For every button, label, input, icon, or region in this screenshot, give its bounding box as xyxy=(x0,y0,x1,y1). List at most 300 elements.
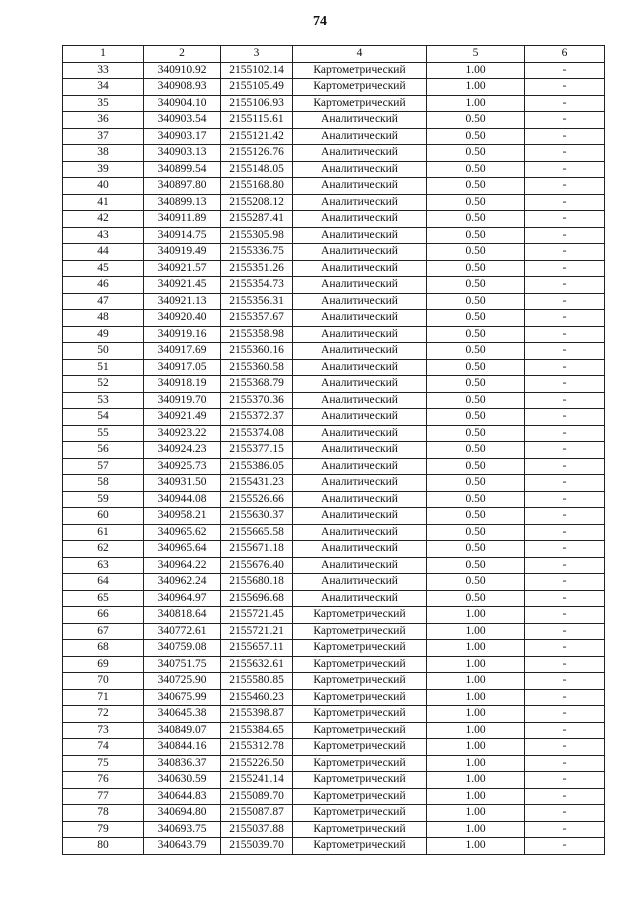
table-row xyxy=(63,128,605,145)
table-row xyxy=(63,739,605,756)
cell-note: - xyxy=(525,607,605,624)
cell-point-number: 65 xyxy=(63,590,144,607)
cell-point-number: 77 xyxy=(63,788,144,805)
cell-point-number: 33 xyxy=(63,62,144,79)
cell-x: 340914.75 xyxy=(144,227,221,244)
cell-method: Картометрический xyxy=(293,755,427,772)
cell-point-number: 52 xyxy=(63,376,144,393)
cell-point-number: 54 xyxy=(63,409,144,426)
cell-accuracy: 0.50 xyxy=(427,491,525,508)
table-row xyxy=(63,425,605,442)
cell-accuracy: 1.00 xyxy=(427,739,525,756)
cell-method: Аналитический xyxy=(293,425,427,442)
table-row xyxy=(63,458,605,475)
cell-accuracy: 0.50 xyxy=(427,508,525,525)
table-row xyxy=(63,788,605,805)
cell-x: 340751.75 xyxy=(144,656,221,673)
cell-x: 340643.79 xyxy=(144,838,221,855)
table-row xyxy=(63,194,605,211)
cell-method: Аналитический xyxy=(293,310,427,327)
cell-point-number: 55 xyxy=(63,425,144,442)
cell-x: 340693.75 xyxy=(144,821,221,838)
cell-y: 2155356.31 xyxy=(221,293,293,310)
cell-method: Аналитический xyxy=(293,178,427,195)
cell-note: - xyxy=(525,244,605,261)
table-row xyxy=(63,161,605,178)
cell-point-number: 51 xyxy=(63,359,144,376)
table-row xyxy=(63,673,605,690)
table-row xyxy=(63,343,605,360)
cell-note: - xyxy=(525,376,605,393)
cell-accuracy: 1.00 xyxy=(427,623,525,640)
cell-y: 2155037.88 xyxy=(221,821,293,838)
cell-point-number: 35 xyxy=(63,95,144,112)
table-row xyxy=(63,805,605,822)
cell-accuracy: 0.50 xyxy=(427,541,525,558)
cell-accuracy: 0.50 xyxy=(427,343,525,360)
cell-accuracy: 1.00 xyxy=(427,689,525,706)
cell-y: 2155386.05 xyxy=(221,458,293,475)
table-row xyxy=(63,227,605,244)
cell-x: 340965.62 xyxy=(144,524,221,541)
cell-method: Аналитический xyxy=(293,161,427,178)
cell-note: - xyxy=(525,128,605,145)
cell-y: 2155168.80 xyxy=(221,178,293,195)
cell-x: 340923.22 xyxy=(144,425,221,442)
table-row xyxy=(63,376,605,393)
cell-x: 340964.22 xyxy=(144,557,221,574)
cell-y: 2155384.65 xyxy=(221,722,293,739)
table-row xyxy=(63,541,605,558)
cell-y: 2155377.15 xyxy=(221,442,293,459)
cell-y: 2155676.40 xyxy=(221,557,293,574)
cell-note: - xyxy=(525,491,605,508)
cell-method: Аналитический xyxy=(293,359,427,376)
cell-y: 2155372.37 xyxy=(221,409,293,426)
cell-accuracy: 0.50 xyxy=(427,442,525,459)
table-row xyxy=(63,557,605,574)
cell-x: 340911.89 xyxy=(144,211,221,228)
cell-method: Картометрический xyxy=(293,739,427,756)
cell-y: 2155357.67 xyxy=(221,310,293,327)
cell-accuracy: 0.50 xyxy=(427,392,525,409)
table-row xyxy=(63,623,605,640)
cell-accuracy: 0.50 xyxy=(427,310,525,327)
cell-x: 340958.21 xyxy=(144,508,221,525)
cell-accuracy: 0.50 xyxy=(427,425,525,442)
cell-x: 340944.08 xyxy=(144,491,221,508)
cell-accuracy: 0.50 xyxy=(427,244,525,261)
cell-x: 340904.10 xyxy=(144,95,221,112)
column-header-accuracy: 5 xyxy=(427,46,525,63)
table-row xyxy=(63,392,605,409)
cell-point-number: 44 xyxy=(63,244,144,261)
cell-x: 340919.70 xyxy=(144,392,221,409)
cell-method: Аналитический xyxy=(293,343,427,360)
cell-accuracy: 0.50 xyxy=(427,277,525,294)
cell-method: Картометрический xyxy=(293,772,427,789)
cell-method: Аналитический xyxy=(293,491,427,508)
table-row xyxy=(63,755,605,772)
column-header-note: 6 xyxy=(525,46,605,63)
cell-point-number: 61 xyxy=(63,524,144,541)
cell-method: Аналитический xyxy=(293,128,427,145)
table-row xyxy=(63,310,605,327)
cell-y: 2155126.76 xyxy=(221,145,293,162)
cell-accuracy: 0.50 xyxy=(427,574,525,591)
cell-x: 340899.54 xyxy=(144,161,221,178)
cell-y: 2155368.79 xyxy=(221,376,293,393)
cell-method: Аналитический xyxy=(293,244,427,261)
cell-note: - xyxy=(525,326,605,343)
cell-y: 2155680.18 xyxy=(221,574,293,591)
cell-note: - xyxy=(525,739,605,756)
table-row xyxy=(63,442,605,459)
cell-note: - xyxy=(525,62,605,79)
cell-x: 340772.61 xyxy=(144,623,221,640)
cell-accuracy: 1.00 xyxy=(427,640,525,657)
cell-y: 2155241.14 xyxy=(221,772,293,789)
cell-y: 2155287.41 xyxy=(221,211,293,228)
cell-accuracy: 1.00 xyxy=(427,656,525,673)
cell-x: 340921.57 xyxy=(144,260,221,277)
cell-accuracy: 1.00 xyxy=(427,821,525,838)
cell-point-number: 47 xyxy=(63,293,144,310)
cell-note: - xyxy=(525,772,605,789)
table-row xyxy=(63,590,605,607)
cell-y: 2155358.98 xyxy=(221,326,293,343)
table-row xyxy=(63,145,605,162)
cell-point-number: 42 xyxy=(63,211,144,228)
cell-note: - xyxy=(525,161,605,178)
cell-point-number: 63 xyxy=(63,557,144,574)
cell-method: Аналитический xyxy=(293,376,427,393)
cell-note: - xyxy=(525,722,605,739)
cell-method: Картометрический xyxy=(293,607,427,624)
cell-x: 340917.05 xyxy=(144,359,221,376)
cell-note: - xyxy=(525,79,605,96)
cell-point-number: 69 xyxy=(63,656,144,673)
cell-note: - xyxy=(525,755,605,772)
cell-point-number: 38 xyxy=(63,145,144,162)
cell-accuracy: 0.50 xyxy=(427,326,525,343)
cell-note: - xyxy=(525,359,605,376)
cell-x: 340897.80 xyxy=(144,178,221,195)
table-row xyxy=(63,244,605,261)
table-row xyxy=(63,260,605,277)
cell-y: 2155226.50 xyxy=(221,755,293,772)
table-row xyxy=(63,722,605,739)
cell-note: - xyxy=(525,392,605,409)
cell-x: 340844.16 xyxy=(144,739,221,756)
cell-accuracy: 1.00 xyxy=(427,838,525,855)
cell-accuracy: 0.50 xyxy=(427,112,525,129)
cell-point-number: 79 xyxy=(63,821,144,838)
cell-point-number: 70 xyxy=(63,673,144,690)
cell-accuracy: 0.50 xyxy=(427,458,525,475)
cell-y: 2155351.26 xyxy=(221,260,293,277)
cell-y: 2155526.66 xyxy=(221,491,293,508)
cell-point-number: 71 xyxy=(63,689,144,706)
table-row xyxy=(63,574,605,591)
cell-note: - xyxy=(525,805,605,822)
cell-note: - xyxy=(525,821,605,838)
cell-point-number: 76 xyxy=(63,772,144,789)
cell-note: - xyxy=(525,227,605,244)
cell-accuracy: 1.00 xyxy=(427,706,525,723)
column-header-method: 4 xyxy=(293,46,427,63)
cell-accuracy: 0.50 xyxy=(427,128,525,145)
cell-point-number: 45 xyxy=(63,260,144,277)
cell-x: 340818.64 xyxy=(144,607,221,624)
cell-accuracy: 0.50 xyxy=(427,161,525,178)
cell-y: 2155721.45 xyxy=(221,607,293,624)
cell-method: Аналитический xyxy=(293,590,427,607)
cell-y: 2155121.42 xyxy=(221,128,293,145)
cell-accuracy: 0.50 xyxy=(427,194,525,211)
cell-method: Аналитический xyxy=(293,524,427,541)
cell-y: 2155398.87 xyxy=(221,706,293,723)
cell-x: 340759.08 xyxy=(144,640,221,657)
cell-accuracy: 1.00 xyxy=(427,772,525,789)
cell-note: - xyxy=(525,425,605,442)
cell-y: 2155102.14 xyxy=(221,62,293,79)
cell-x: 340921.49 xyxy=(144,409,221,426)
cell-note: - xyxy=(525,656,605,673)
table-row xyxy=(63,211,605,228)
cell-note: - xyxy=(525,508,605,525)
cell-point-number: 74 xyxy=(63,739,144,756)
cell-method: Аналитический xyxy=(293,326,427,343)
table-row xyxy=(63,475,605,492)
cell-note: - xyxy=(525,458,605,475)
cell-note: - xyxy=(525,524,605,541)
cell-y: 2155671.18 xyxy=(221,541,293,558)
cell-note: - xyxy=(525,557,605,574)
cell-y: 2155657.11 xyxy=(221,640,293,657)
cell-method: Картометрический xyxy=(293,788,427,805)
cell-point-number: 36 xyxy=(63,112,144,129)
cell-accuracy: 0.50 xyxy=(427,211,525,228)
cell-note: - xyxy=(525,95,605,112)
cell-x: 340918.19 xyxy=(144,376,221,393)
cell-x: 340725.90 xyxy=(144,673,221,690)
cell-accuracy: 0.50 xyxy=(427,409,525,426)
cell-point-number: 48 xyxy=(63,310,144,327)
cell-y: 2155630.37 xyxy=(221,508,293,525)
cell-method: Аналитический xyxy=(293,409,427,426)
cell-y: 2155580.85 xyxy=(221,673,293,690)
cell-point-number: 62 xyxy=(63,541,144,558)
cell-y: 2155105.49 xyxy=(221,79,293,96)
cell-note: - xyxy=(525,277,605,294)
cell-accuracy: 1.00 xyxy=(427,607,525,624)
cell-x: 340919.16 xyxy=(144,326,221,343)
cell-accuracy: 1.00 xyxy=(427,62,525,79)
cell-accuracy: 1.00 xyxy=(427,755,525,772)
table-row xyxy=(63,706,605,723)
cell-y: 2155721.21 xyxy=(221,623,293,640)
page-number: 74 xyxy=(313,14,327,29)
cell-method: Аналитический xyxy=(293,574,427,591)
cell-accuracy: 0.50 xyxy=(427,557,525,574)
table-row xyxy=(63,112,605,129)
column-header-point-number: 1 xyxy=(63,46,144,63)
table-row xyxy=(63,656,605,673)
cell-y: 2155360.16 xyxy=(221,343,293,360)
table-body xyxy=(63,62,605,854)
cell-point-number: 39 xyxy=(63,161,144,178)
cell-note: - xyxy=(525,442,605,459)
cell-note: - xyxy=(525,409,605,426)
cell-y: 2155632.61 xyxy=(221,656,293,673)
cell-point-number: 56 xyxy=(63,442,144,459)
cell-note: - xyxy=(525,293,605,310)
cell-note: - xyxy=(525,343,605,360)
cell-point-number: 49 xyxy=(63,326,144,343)
cell-method: Картометрический xyxy=(293,838,427,855)
cell-point-number: 40 xyxy=(63,178,144,195)
cell-x: 340919.49 xyxy=(144,244,221,261)
cell-note: - xyxy=(525,211,605,228)
table-row xyxy=(63,640,605,657)
cell-x: 340645.38 xyxy=(144,706,221,723)
cell-method: Картометрический xyxy=(293,821,427,838)
cell-method: Картометрический xyxy=(293,79,427,96)
cell-note: - xyxy=(525,640,605,657)
cell-note: - xyxy=(525,145,605,162)
cell-accuracy: 1.00 xyxy=(427,79,525,96)
table-row xyxy=(63,277,605,294)
cell-method: Картометрический xyxy=(293,640,427,657)
cell-x: 340921.45 xyxy=(144,277,221,294)
cell-method: Аналитический xyxy=(293,541,427,558)
cell-x: 340903.54 xyxy=(144,112,221,129)
table-row xyxy=(63,607,605,624)
cell-y: 2155039.70 xyxy=(221,838,293,855)
table-row xyxy=(63,838,605,855)
cell-point-number: 67 xyxy=(63,623,144,640)
cell-x: 340849.07 xyxy=(144,722,221,739)
cell-method: Аналитический xyxy=(293,260,427,277)
table-row xyxy=(63,409,605,426)
cell-y: 2155089.70 xyxy=(221,788,293,805)
cell-y: 2155148.05 xyxy=(221,161,293,178)
cell-point-number: 34 xyxy=(63,79,144,96)
cell-y: 2155665.58 xyxy=(221,524,293,541)
cell-x: 340908.93 xyxy=(144,79,221,96)
cell-x: 340903.17 xyxy=(144,128,221,145)
table-row xyxy=(63,326,605,343)
cell-point-number: 37 xyxy=(63,128,144,145)
cell-y: 2155354.73 xyxy=(221,277,293,294)
table-row xyxy=(63,689,605,706)
cell-accuracy: 1.00 xyxy=(427,805,525,822)
cell-note: - xyxy=(525,838,605,855)
cell-y: 2155115.61 xyxy=(221,112,293,129)
cell-point-number: 75 xyxy=(63,755,144,772)
cell-y: 2155336.75 xyxy=(221,244,293,261)
cell-point-number: 41 xyxy=(63,194,144,211)
cell-method: Картометрический xyxy=(293,805,427,822)
table-row xyxy=(63,508,605,525)
cell-accuracy: 1.00 xyxy=(427,95,525,112)
cell-note: - xyxy=(525,574,605,591)
cell-point-number: 57 xyxy=(63,458,144,475)
cell-accuracy: 1.00 xyxy=(427,788,525,805)
cell-x: 340917.69 xyxy=(144,343,221,360)
cell-method: Аналитический xyxy=(293,392,427,409)
cell-method: Аналитический xyxy=(293,112,427,129)
cell-y: 2155431.23 xyxy=(221,475,293,492)
cell-point-number: 60 xyxy=(63,508,144,525)
cell-point-number: 58 xyxy=(63,475,144,492)
cell-method: Аналитический xyxy=(293,557,427,574)
cell-y: 2155087.87 xyxy=(221,805,293,822)
table-row xyxy=(63,524,605,541)
table-row xyxy=(63,62,605,79)
cell-point-number: 68 xyxy=(63,640,144,657)
cell-accuracy: 0.50 xyxy=(427,145,525,162)
cell-note: - xyxy=(525,178,605,195)
cell-note: - xyxy=(525,590,605,607)
cell-method: Картометрический xyxy=(293,689,427,706)
column-header-y: 3 xyxy=(221,46,293,63)
cell-y: 2155370.36 xyxy=(221,392,293,409)
cell-x: 340925.73 xyxy=(144,458,221,475)
cell-note: - xyxy=(525,706,605,723)
cell-method: Аналитический xyxy=(293,442,427,459)
cell-x: 340694.80 xyxy=(144,805,221,822)
cell-y: 2155312.78 xyxy=(221,739,293,756)
column-header-x: 2 xyxy=(144,46,221,63)
cell-y: 2155208.12 xyxy=(221,194,293,211)
cell-accuracy: 0.50 xyxy=(427,227,525,244)
table-row xyxy=(63,293,605,310)
cell-x: 340675.99 xyxy=(144,689,221,706)
cell-point-number: 66 xyxy=(63,607,144,624)
cell-point-number: 43 xyxy=(63,227,144,244)
cell-point-number: 80 xyxy=(63,838,144,855)
table-header-row xyxy=(63,46,605,63)
cell-note: - xyxy=(525,310,605,327)
cell-method: Картометрический xyxy=(293,656,427,673)
table-row xyxy=(63,821,605,838)
cell-method: Аналитический xyxy=(293,145,427,162)
cell-method: Аналитический xyxy=(293,211,427,228)
cell-accuracy: 1.00 xyxy=(427,673,525,690)
table-row xyxy=(63,359,605,376)
cell-y: 2155305.98 xyxy=(221,227,293,244)
cell-y: 2155696.68 xyxy=(221,590,293,607)
cell-x: 340921.13 xyxy=(144,293,221,310)
cell-accuracy: 0.50 xyxy=(427,475,525,492)
table-row xyxy=(63,79,605,96)
cell-x: 340962.24 xyxy=(144,574,221,591)
cell-method: Аналитический xyxy=(293,508,427,525)
cell-x: 340924.23 xyxy=(144,442,221,459)
cell-accuracy: 0.50 xyxy=(427,359,525,376)
cell-method: Картометрический xyxy=(293,722,427,739)
cell-method: Аналитический xyxy=(293,227,427,244)
cell-accuracy: 0.50 xyxy=(427,178,525,195)
cell-method: Аналитический xyxy=(293,277,427,294)
cell-method: Картометрический xyxy=(293,623,427,640)
cell-point-number: 53 xyxy=(63,392,144,409)
cell-accuracy: 0.50 xyxy=(427,260,525,277)
cell-x: 340931.50 xyxy=(144,475,221,492)
cell-method: Аналитический xyxy=(293,458,427,475)
